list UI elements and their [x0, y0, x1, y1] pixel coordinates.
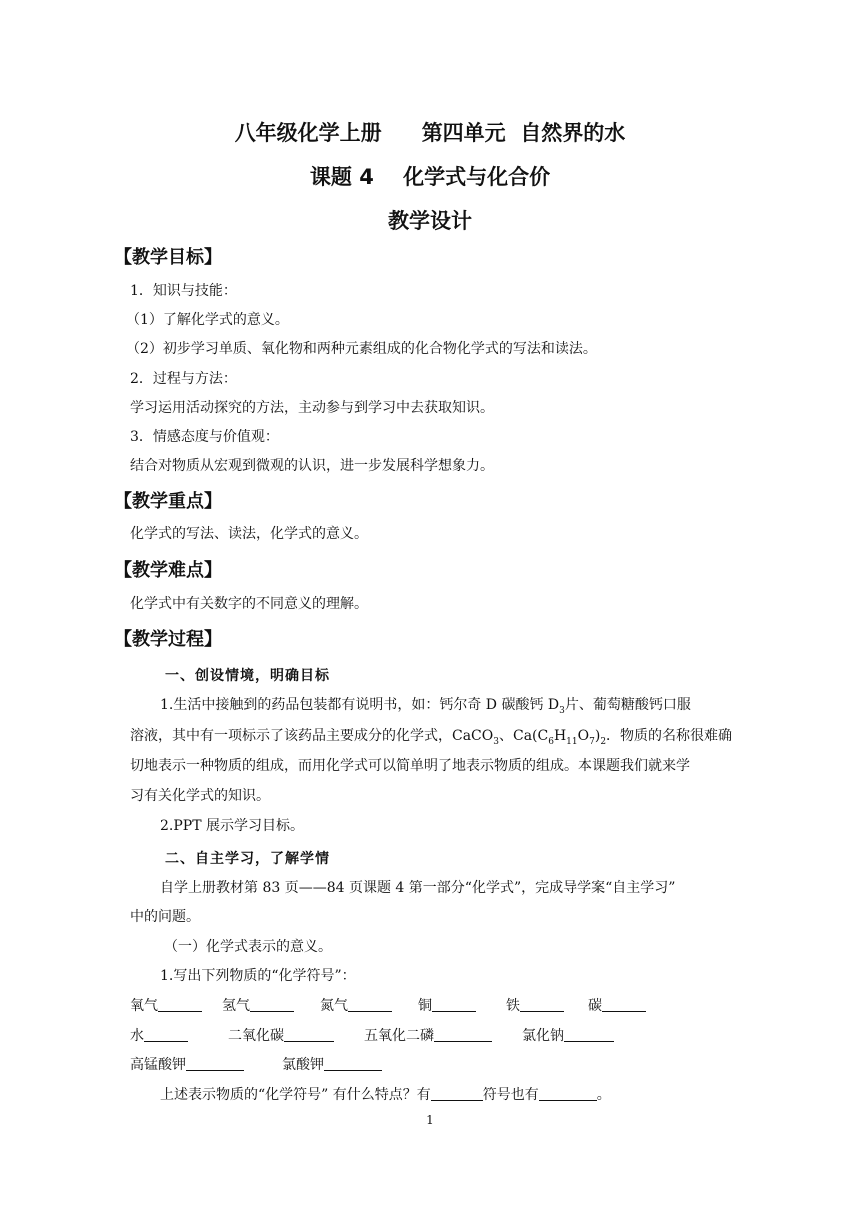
fill-label: 碳 — [588, 998, 602, 1014]
answer-blank[interactable] — [602, 997, 646, 1012]
text-run: 上述表示物质的“化学符号” 有什么特点？有 — [160, 1087, 431, 1103]
answer-blank[interactable] — [432, 997, 476, 1012]
fill-row — [130, 1027, 614, 1045]
paragraph-line: 切地表示一种物质的组成，而用化学式可以简单明了地表示物质的组成。本课题我们就来学 — [130, 758, 690, 774]
fill-label: 氧气 — [130, 998, 158, 1014]
paragraph-line — [160, 696, 691, 720]
text-run: 溶液，其中有一项标示了该药品主要成分的化学式，CaCO — [130, 728, 494, 744]
section-heading-objectives: 【教学目标】 — [114, 247, 222, 268]
text-run: 片、葡萄糖酸钙口服 — [564, 697, 691, 713]
section-heading-difficulty: 【教学难点】 — [114, 560, 222, 581]
answer-blank[interactable] — [434, 1027, 492, 1042]
objective-line: 2．过程与方法： — [130, 371, 237, 387]
doc-title-lesson: 课题 4 化学式与化合价 — [309, 165, 551, 189]
objective-line: 学习运用活动探究的方法，主动参与到学习中去获取知识。 — [130, 400, 494, 416]
doc-title-design: 教学设计 — [388, 209, 472, 233]
difficulty-text: 化学式中有关数字的不同意义的理解。 — [130, 596, 368, 612]
subscript: 3 — [493, 736, 499, 747]
process-part-heading: 二、自主学习，了解学情 — [165, 851, 330, 867]
focus-text: 化学式的写法、读法，化学式的意义。 — [130, 526, 368, 542]
fill-label: 高锰酸钾 — [130, 1057, 186, 1073]
text-run: O — [577, 728, 590, 744]
fill-item — [130, 1027, 228, 1045]
subscript: 3 — [559, 705, 565, 716]
page-number: 1 — [426, 1113, 434, 1127]
fill-label: 五氧化二磷 — [364, 1028, 434, 1044]
paragraph-line — [130, 727, 732, 751]
fill-label: 水 — [130, 1028, 144, 1044]
answer-blank[interactable] — [539, 1086, 597, 1101]
fill-label: 二氧化碳 — [228, 1028, 284, 1044]
objective-line: （2）初步学习单质、氧化物和两种元素组成的化合物化学式的写法和读法。 — [126, 341, 597, 357]
fill-label: 铁 — [506, 998, 520, 1014]
fill-label: 氢气 — [222, 998, 250, 1014]
answer-blank[interactable] — [564, 1027, 614, 1042]
paragraph-line: （一）化学式表示的意义。 — [164, 939, 332, 955]
paragraph-line: 1.写出下列物质的“化学符号”： — [160, 968, 356, 984]
answer-blank[interactable] — [324, 1056, 382, 1071]
process-part-heading: 一、创设情境，明确目标 — [165, 668, 330, 684]
subscript: 6 — [548, 736, 554, 747]
answer-blank[interactable] — [186, 1056, 244, 1071]
fill-item — [506, 997, 588, 1015]
objective-line: （1）了解化学式的意义。 — [126, 312, 289, 328]
fill-label: 氯酸钾 — [282, 1057, 324, 1073]
fill-item — [364, 1027, 522, 1045]
paragraph-line: 习有关化学式的知识。 — [130, 788, 270, 804]
section-heading-focus: 【教学重点】 — [114, 491, 222, 512]
paragraph-line: 2.PPT 展示学习目标。 — [160, 818, 304, 834]
text-run: 。 — [596, 1087, 611, 1103]
subscript: 2 — [600, 736, 607, 747]
fill-row — [130, 997, 646, 1015]
fill-item — [418, 997, 506, 1015]
question-line — [160, 1086, 611, 1104]
answer-blank[interactable] — [250, 997, 294, 1012]
fill-item — [130, 1056, 282, 1074]
fill-label: 铜 — [418, 998, 432, 1014]
fill-row — [130, 1056, 382, 1074]
fill-item — [522, 1027, 614, 1045]
text-run: 1.生活中接触到的药品包装都有说明书，如：钙尔奇 D 碳酸钙 D — [160, 697, 560, 713]
text-run: 符号也有 — [482, 1087, 539, 1103]
paragraph-line: 中的问题。 — [130, 909, 200, 925]
answer-blank[interactable] — [431, 1086, 483, 1101]
fill-item — [228, 1027, 364, 1045]
answer-blank[interactable] — [158, 997, 202, 1012]
paragraph-line: 自学上册教材第 83 页——84 页课题 4 第一部分“化学式”，完成导学案“自主学习” — [160, 880, 676, 896]
text-run: ) — [594, 728, 601, 744]
answer-blank[interactable] — [284, 1027, 334, 1042]
fill-item — [588, 997, 646, 1015]
fill-item — [130, 997, 222, 1015]
text-run: ．物质的名称很难确 — [606, 728, 733, 744]
doc-title-course: 八年级化学上册 — [234, 121, 382, 145]
fill-item — [282, 1056, 382, 1074]
fill-label: 氮气 — [320, 998, 348, 1014]
fill-item — [222, 997, 320, 1015]
subscript: 7 — [589, 736, 595, 747]
answer-blank[interactable] — [520, 997, 564, 1012]
objective-line: 结合对物质从宏观到微观的认识，进一步发展科学想象力。 — [130, 458, 494, 474]
fill-label: 氯化钠 — [522, 1028, 564, 1044]
objective-line: 3．情感态度与价值观： — [130, 429, 279, 445]
answer-blank[interactable] — [144, 1027, 188, 1042]
doc-title-unit: 第四单元 自然界的水 — [421, 121, 626, 145]
text-run: 、Ca(C — [498, 728, 549, 744]
text-run: H — [553, 728, 567, 744]
doc-title-line1 — [0, 117, 860, 147]
objective-line: 1．知识与技能： — [130, 283, 237, 299]
fill-item — [320, 997, 418, 1015]
section-heading-process: 【教学过程】 — [114, 629, 222, 650]
subscript: 11 — [566, 736, 578, 747]
answer-blank[interactable] — [348, 997, 392, 1012]
